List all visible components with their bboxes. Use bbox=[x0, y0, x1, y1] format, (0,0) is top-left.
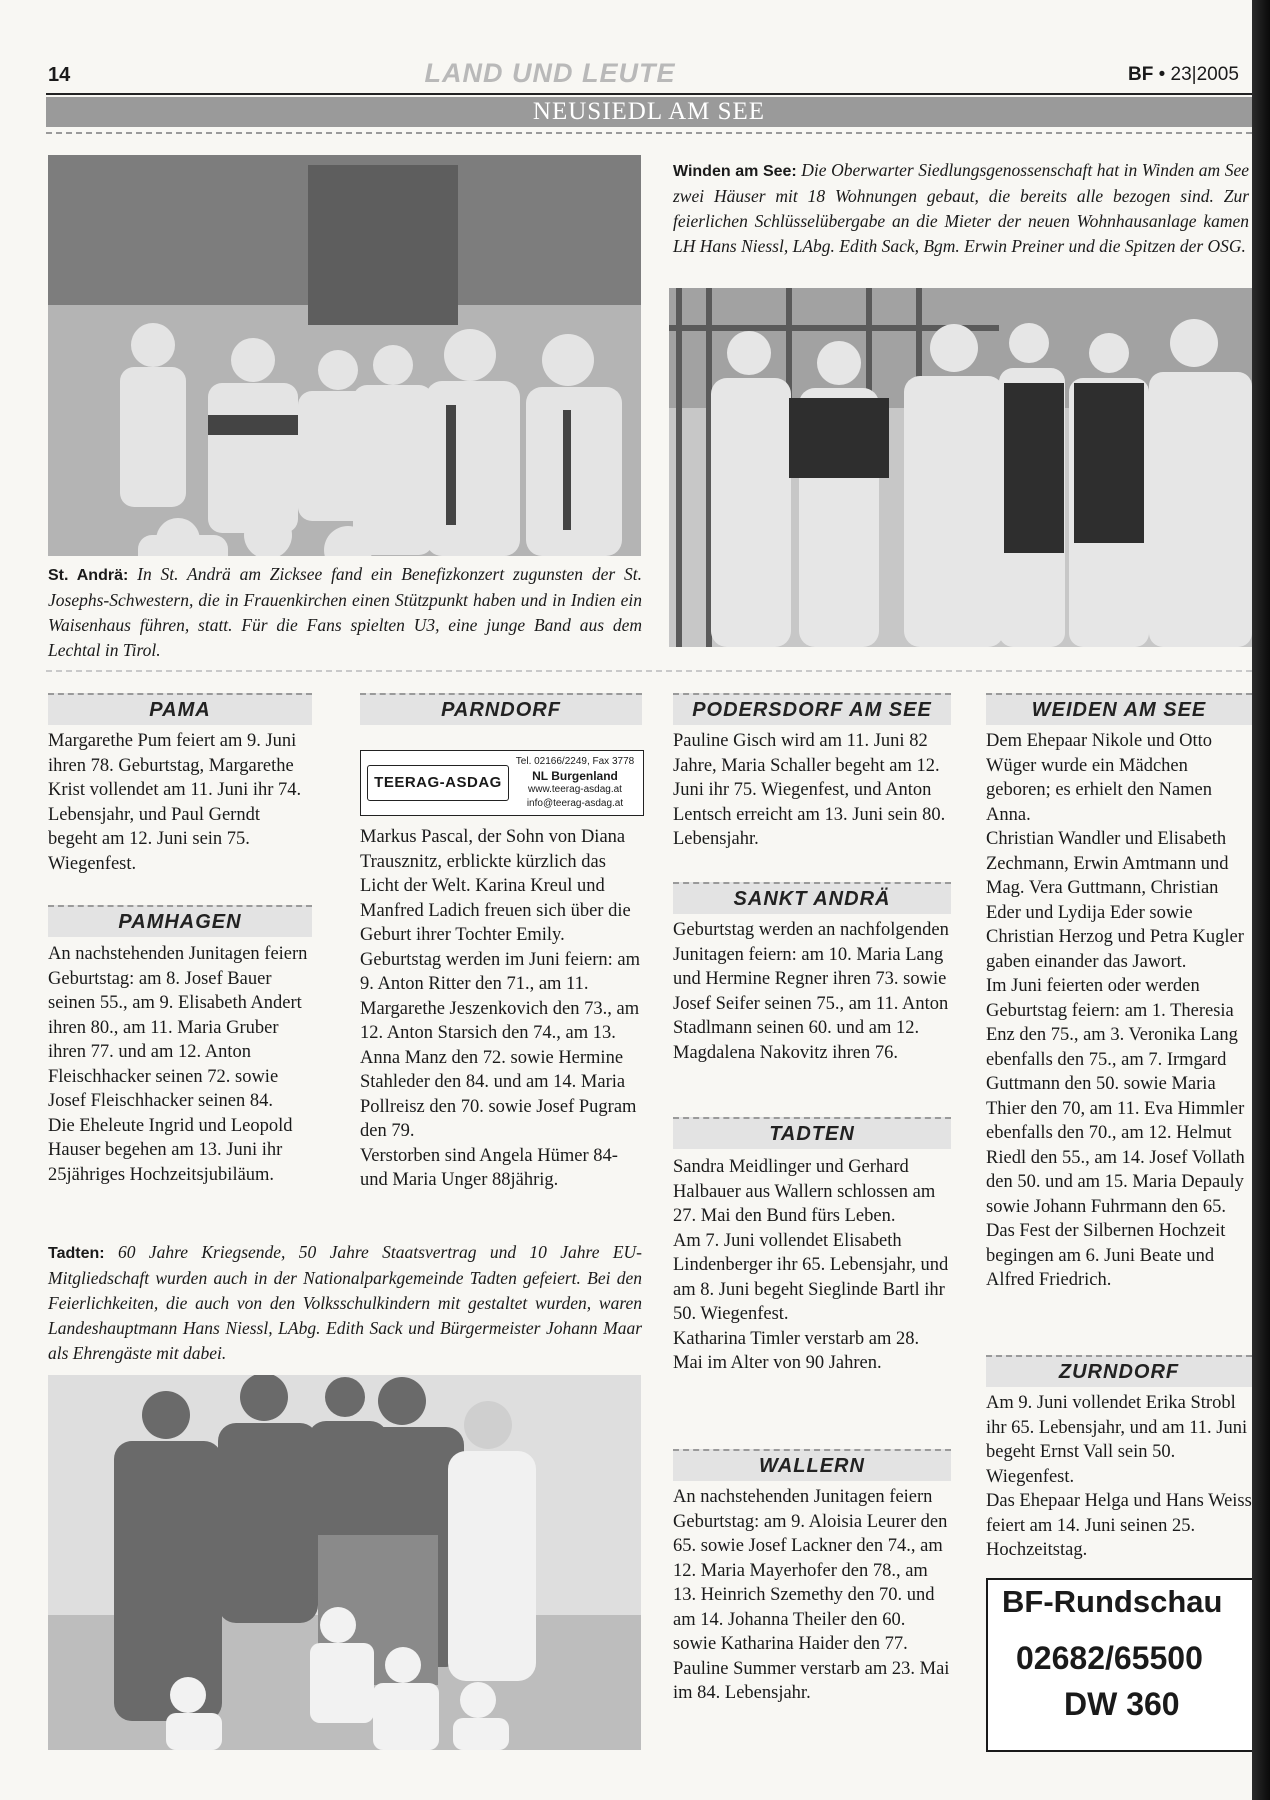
page-edge-shadow bbox=[1252, 0, 1270, 1800]
photos-dashed-rule bbox=[46, 670, 1252, 672]
issue-label bbox=[1128, 64, 1239, 86]
banner-dashed-rule bbox=[46, 132, 1252, 134]
heading-sankt-andrae: SANKT ANDRÄ bbox=[673, 882, 951, 914]
header-rule bbox=[46, 93, 1252, 95]
caption-st-andrae bbox=[48, 562, 642, 663]
heading-pama: PAMA bbox=[48, 693, 312, 725]
caption-st-andrae-text: In St. Andrä am Zicksee fand ein Benefizkonzert zugunsten der St. Josephs-Schwestern, die in Frauenkirchen einen Stützpunkt haben und in Indien ein Waisenhaus führen, statt. Für die Fans spielten U3, eine junge Band aus dem Lechtal in Tirol. bbox=[48, 564, 642, 660]
bf-rundschau-box bbox=[986, 1578, 1256, 1752]
ad-logo: TEERAG-ASDAG bbox=[367, 765, 509, 801]
heading-pamhagen: PAMHAGEN bbox=[48, 905, 312, 937]
bf-rundschau-extension: DW 360 bbox=[1064, 1686, 1180, 1722]
heading-parndorf: PARNDORF bbox=[360, 693, 642, 725]
bf-rundschau-name: BF-Rundschau bbox=[1002, 1584, 1223, 1619]
ad-teerag-asdag bbox=[360, 750, 644, 816]
heading-wallern: WALLERN bbox=[673, 1449, 951, 1481]
ad-region: NL Burgenland bbox=[532, 769, 618, 783]
ad-web: www.teerag-asdag.at bbox=[528, 784, 622, 795]
caption-tadten-text: 60 Jahre Kriegsende, 50 Jahre Staatsvertrag und 10 Jahre EU-Mitgliedschaft wurden auch in der Nationalparkgemeinde Tadten gefeiert. Bei den Feierlichkeiten, die auch von den Volksschulkindern mit gestaltet wurden, waren Landeshauptmann Hans Niessl, LAbg. Edith Sack und Bürgermeister Johann Maar als Ehrengäste mit dabei. bbox=[48, 1242, 642, 1363]
photo-winden-key-handover bbox=[669, 288, 1252, 647]
caption-tadten bbox=[48, 1240, 642, 1366]
text-podersdorf: Pauline Gisch wird am 11. Juni 82 Jahre, Maria Schaller begeht am 12. Juni ihr 75. Wiegenfest, und Anton Lentsch erreicht am 13. Juni sein 80. Lebensjahr. bbox=[673, 731, 946, 849]
ad-contact bbox=[511, 755, 639, 811]
caption-st-andrae-lead: St. Andrä: bbox=[48, 567, 129, 584]
issue-separator: • bbox=[1153, 64, 1171, 85]
text-tadten: Sandra Meidlinger und Gerhard Halbauer aus Wallern schlossen am 27. Mai den Bund fürs Leben. Am 7. Juni vollendet Elisabeth Lindenberger ihr 65. Lebensjahr, und am 8. Juni begeht Sieglinde Bartl ihr 50. Wiegenfest. Katharina Timler verstarb am 28. Mai im Alter von 90 Jahren. bbox=[673, 1157, 949, 1373]
issue-number: 23|2005 bbox=[1170, 64, 1239, 85]
text-zurndorf: Am 9. Juni vollendet Erika Strobl ihr 65. Lebensjahr, und am 11. Juni begeht Ernst Vall sein 50. Wiegenfest. Das Ehepaar Helga und Hans Weiss feiert am 14. Juni seinen 25. Hochzeitstag. bbox=[986, 1393, 1252, 1560]
heading-tadten: TADTEN bbox=[673, 1117, 951, 1149]
heading-podersdorf: PODERSDORF AM SEE bbox=[673, 693, 951, 725]
caption-winden-lead: Winden am See: bbox=[673, 163, 797, 180]
section-title: LAND UND LEUTE bbox=[424, 58, 676, 88]
caption-tadten-lead: Tadten: bbox=[48, 1245, 105, 1262]
text-wallern: An nachstehenden Junitagen feiern Geburtstag: am 9. Aloisia Leurer den 65. sowie Josef Lackner den 74., am 12. Maria Mayerhofer den 78., am 13. Heinrich Szemethy den 70. und am 14. Johanna Theiler den 60. sowie Katharina Haider den 77. Pauline Summer verstarb am 23. Mai im 84. Lebensjahr. bbox=[673, 1487, 950, 1703]
text-weiden: Dem Ehepaar Nikole und Otto Wüger wurde ein Mädchen geboren; es erhielt den Namen Anna. Christian Wandler und Elisabeth Zechmann, Erwin Amtmann und Mag. Vera Guttmann, Christian Eder und Lydija Eder sowie Christian Herzog und Petra Kugler gaben einander das Jawort. Im Juni feierten oder werden Geburtstag feiern: am 1. Theresia Enz den 75., am 3. Veronika Lang ebenfalls den 75., am 7. Irmgard Guttmann den 50. sowie Maria Thier den 70, am 11. Eva Himmler ebenfalls den 70., am 12. Helmut Riedl den 55., am 14. Josef Vollath den 50. und am 15. Maria Depauly sowie Johann Fuhrmann den 65. Das Fest der Silbernen Hochzeit begingen am 6. Juni Beate und Alfred Friedrich. bbox=[986, 731, 1245, 1290]
text-parndorf: Markus Pascal, der Sohn von Diana Trausznitz, erblickte kürzlich das Licht der Welt. Karina Kreul und Manfred Ladich freuen sich über die Geburt ihrer Tochter Emily. Geburtstag werden im Juni feiern: am 9. Anton Ritter den 71., am 11. Margarethe Jeszenkovich den 73., am 12. Anton Starsich den 74., am 13. Anna Manz den 72. sowie Hermine Stahleder den 84. und am 14. Maria Pollreisz den 70. sowie Josef Pugram den 79. Verstorben sind Angela Hümer 84- und Maria Unger 88jährig. bbox=[360, 827, 640, 1190]
heading-weiden: WEIDEN AM SEE bbox=[986, 693, 1252, 725]
text-pama: Margarethe Pum feiert am 9. Juni ihren 78. Geburtstag, Margarethe Krist vollendet am 11. Juni ihr 74. Lebensjahr, und Paul Gerndt begeht am 12. Juni sein 75. Wiegenfest. bbox=[48, 731, 302, 874]
text-sankt-andrae: Geburtstag werden an nachfolgenden Junitagen feiern: am 10. Maria Lang und Hermine Regner ihren 73. sowie Josef Seifer seinen 75., am 11. Anton Stadlmann seinen 60. und am 12. Magdalena Nakovitz ihren 76. bbox=[673, 920, 949, 1063]
text-pamhagen: An nachstehenden Junitagen feiern Geburtstag: am 8. Josef Bauer seinen 55., am 9. Elisabeth Andert ihren 80., am 11. Maria Gruber ihren 77. und am 12. Anton Fleischhacker seinen 72. sowie Josef Fleischhacker seinen 84. Die Eheleute Ingrid und Leopold Hauser begehen am 13. Juni ihr 25jähriges Hochzeitsjubiläum. bbox=[48, 944, 308, 1185]
caption-winden bbox=[673, 158, 1249, 259]
bf-rundschau-phone: 02682/65500 bbox=[1016, 1640, 1203, 1676]
caption-winden-text: Die Oberwarter Siedlungsgenossenschaft hat in Winden am See zwei Häuser mit 18 Wohnungen gebaut, die bereits alle bezogen sind. Zur feierlichen Schlüsselübergabe an die Mieter der neuen Wohnhausanlage kamen LH Hans Niessl, LAbg. Edith Sack, Bgm. Erwin Preiner und die Spitzen der OSG. bbox=[673, 160, 1250, 256]
photo-st-andrae-band bbox=[48, 155, 641, 556]
heading-zurndorf: ZURNDORF bbox=[986, 1355, 1252, 1387]
ad-email: info@teerag-asdag.at bbox=[526, 798, 624, 809]
ad-phone: Tel. 02166/2249, Fax 3778 bbox=[515, 756, 635, 767]
issue-brand: BF bbox=[1128, 64, 1154, 85]
page-number: 14 bbox=[48, 64, 71, 86]
region-banner: NEUSIEDL AM SEE bbox=[46, 97, 1252, 127]
photo-tadten-group bbox=[48, 1375, 641, 1750]
